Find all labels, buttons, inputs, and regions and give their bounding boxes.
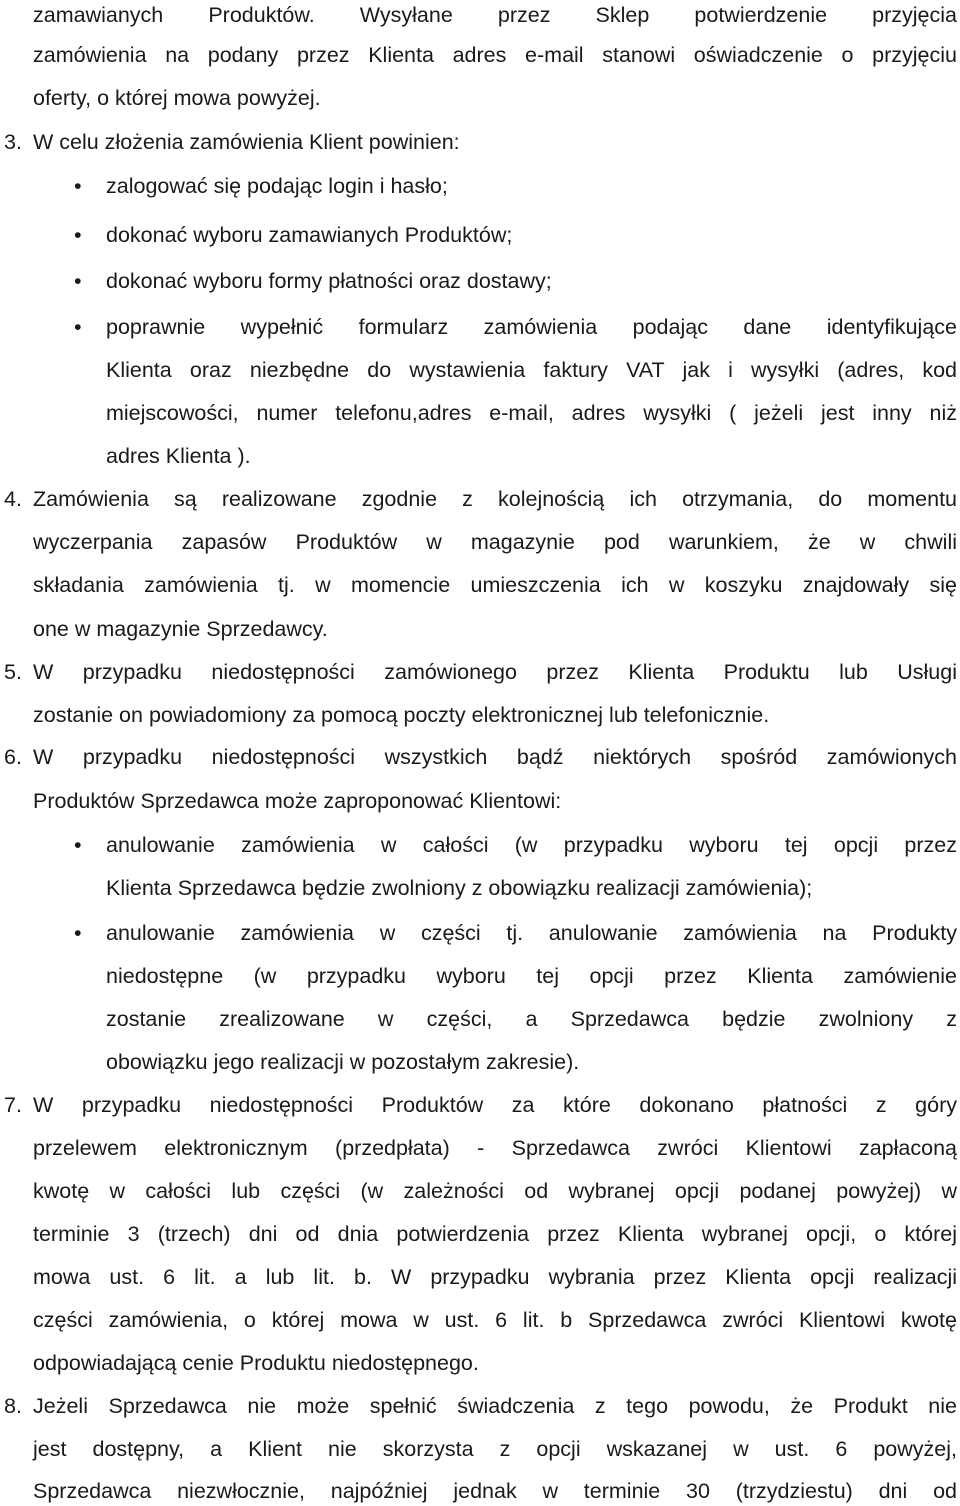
text-line: W przypadku niedostępności wszystkich bądź niektórych spośród zamówionych [33, 745, 957, 769]
text-line: zamawianych Produktów. Wysyłane przez Sklep potwierdzenie przyjęcia [33, 3, 957, 27]
text-line: jest dostępny, a Klient nie skorzysta z opcji wskazanej w ust. 6 powyżej, [33, 1437, 957, 1461]
bullet-icon: • [74, 174, 82, 198]
text-line: Klienta Sprzedawca będzie zwolniony z obowiązku realizacji zamówienia); [106, 876, 813, 900]
bullet-icon: • [74, 315, 82, 339]
list-number: 4. [4, 487, 22, 511]
text-line: W przypadku niedostępności zamówionego przez Klienta Produktu lub Usługi [33, 660, 957, 684]
bullet-icon: • [74, 269, 82, 293]
bullet-icon: • [74, 921, 82, 945]
text-line: adres Klienta ). [106, 444, 251, 468]
text-line: zostanie on powiadomiony za pomocą poczty elektronicznej lub telefonicznie. [33, 703, 770, 727]
text-line: terminie 3 (trzech) dni od dnia potwierdzenia przez Klienta wybranej opcji, o której [33, 1222, 957, 1246]
bullet-item: anulowanie zamówienia w całości (w przypadku wyboru tej opcji przez [106, 833, 957, 857]
text-line: przelewem elektronicznym (przedpłata) - Sprzedawca zwróci Klientowi zapłaconą [33, 1136, 957, 1160]
text-line: odpowiadającą cenie Produktu niedostępnego. [33, 1351, 479, 1375]
bullet-item: dokonać wyboru zamawianych Produktów; [106, 223, 513, 247]
list-number: 3. [4, 130, 22, 154]
text-line: miejscowości, numer telefonu,adres e-mail, adres wysyłki ( jeżeli jest inny niż [106, 401, 957, 425]
text-line: obowiązku jego realizacji w pozostałym zakresie). [106, 1050, 580, 1074]
text-line: Klienta oraz niezbędne do wystawienia faktury VAT jak i wysyłki (adres, kod [106, 358, 957, 382]
text-line: składania zamówienia tj. w momencie umieszczenia ich w koszyku znajdowały się [33, 573, 957, 597]
bullet-item: dokonać wyboru formy płatności oraz dostawy; [106, 269, 552, 293]
text-line: zamówienia na podany przez Klienta adres e-mail stanowi oświadczenie o przyjęciu [33, 43, 957, 67]
text-line: wyczerpania zapasów Produktów w magazynie pod warunkiem, że w chwili [33, 530, 957, 554]
list-number: 5. [4, 660, 22, 684]
bullet-item: anulowanie zamówienia w części tj. anulowanie zamówienia na Produkty [106, 921, 957, 945]
text-line: W celu złożenia zamówienia Klient powinien: [33, 130, 460, 154]
text-line: one w magazynie Sprzedawcy. [33, 617, 328, 641]
bullet-icon: • [74, 223, 82, 247]
list-number: 8. [4, 1394, 22, 1418]
bullet-item: poprawnie wypełnić formularz zamówienia podając dane identyfikujące [106, 315, 957, 339]
text-line: Sprzedawca niezwłocznie, najpóźniej jednak w terminie 30 (trzydziestu) dni od [33, 1479, 957, 1503]
text-line: Produktów Sprzedawca może zaproponować Klientowi: [33, 789, 562, 813]
text-line: W przypadku niedostępności Produktów za które dokonano płatności z góry [33, 1093, 957, 1117]
text-line: części zamówienia, o której mowa w ust. 6 lit. b Sprzedawca zwróci Klientowi kwotę [33, 1308, 957, 1332]
bullet-icon: • [74, 833, 82, 857]
list-number: 7. [4, 1093, 22, 1117]
text-line: Zamówienia są realizowane zgodnie z kolejnością ich otrzymania, do momentu [33, 487, 957, 511]
text-line: mowa ust. 6 lit. a lub lit. b. W przypadku wybrania przez Klienta opcji realizacji [33, 1265, 957, 1289]
text-line: Jeżeli Sprzedawca nie może spełnić świadczenia z tego powodu, że Produkt nie [33, 1394, 957, 1418]
text-line: zostanie zrealizowane w części, a Sprzedawca będzie zwolniony z [106, 1007, 957, 1031]
text-line: niedostępne (w przypadku wyboru tej opcji przez Klienta zamówienie [106, 964, 957, 988]
bullet-item: zalogować się podając login i hasło; [106, 174, 448, 198]
text-line: kwotę w całości lub części (w zależności od wybranej opcji podanej powyżej) w [33, 1179, 957, 1203]
list-number: 6. [4, 745, 22, 769]
text-line: oferty, o której mowa powyżej. [33, 86, 321, 110]
